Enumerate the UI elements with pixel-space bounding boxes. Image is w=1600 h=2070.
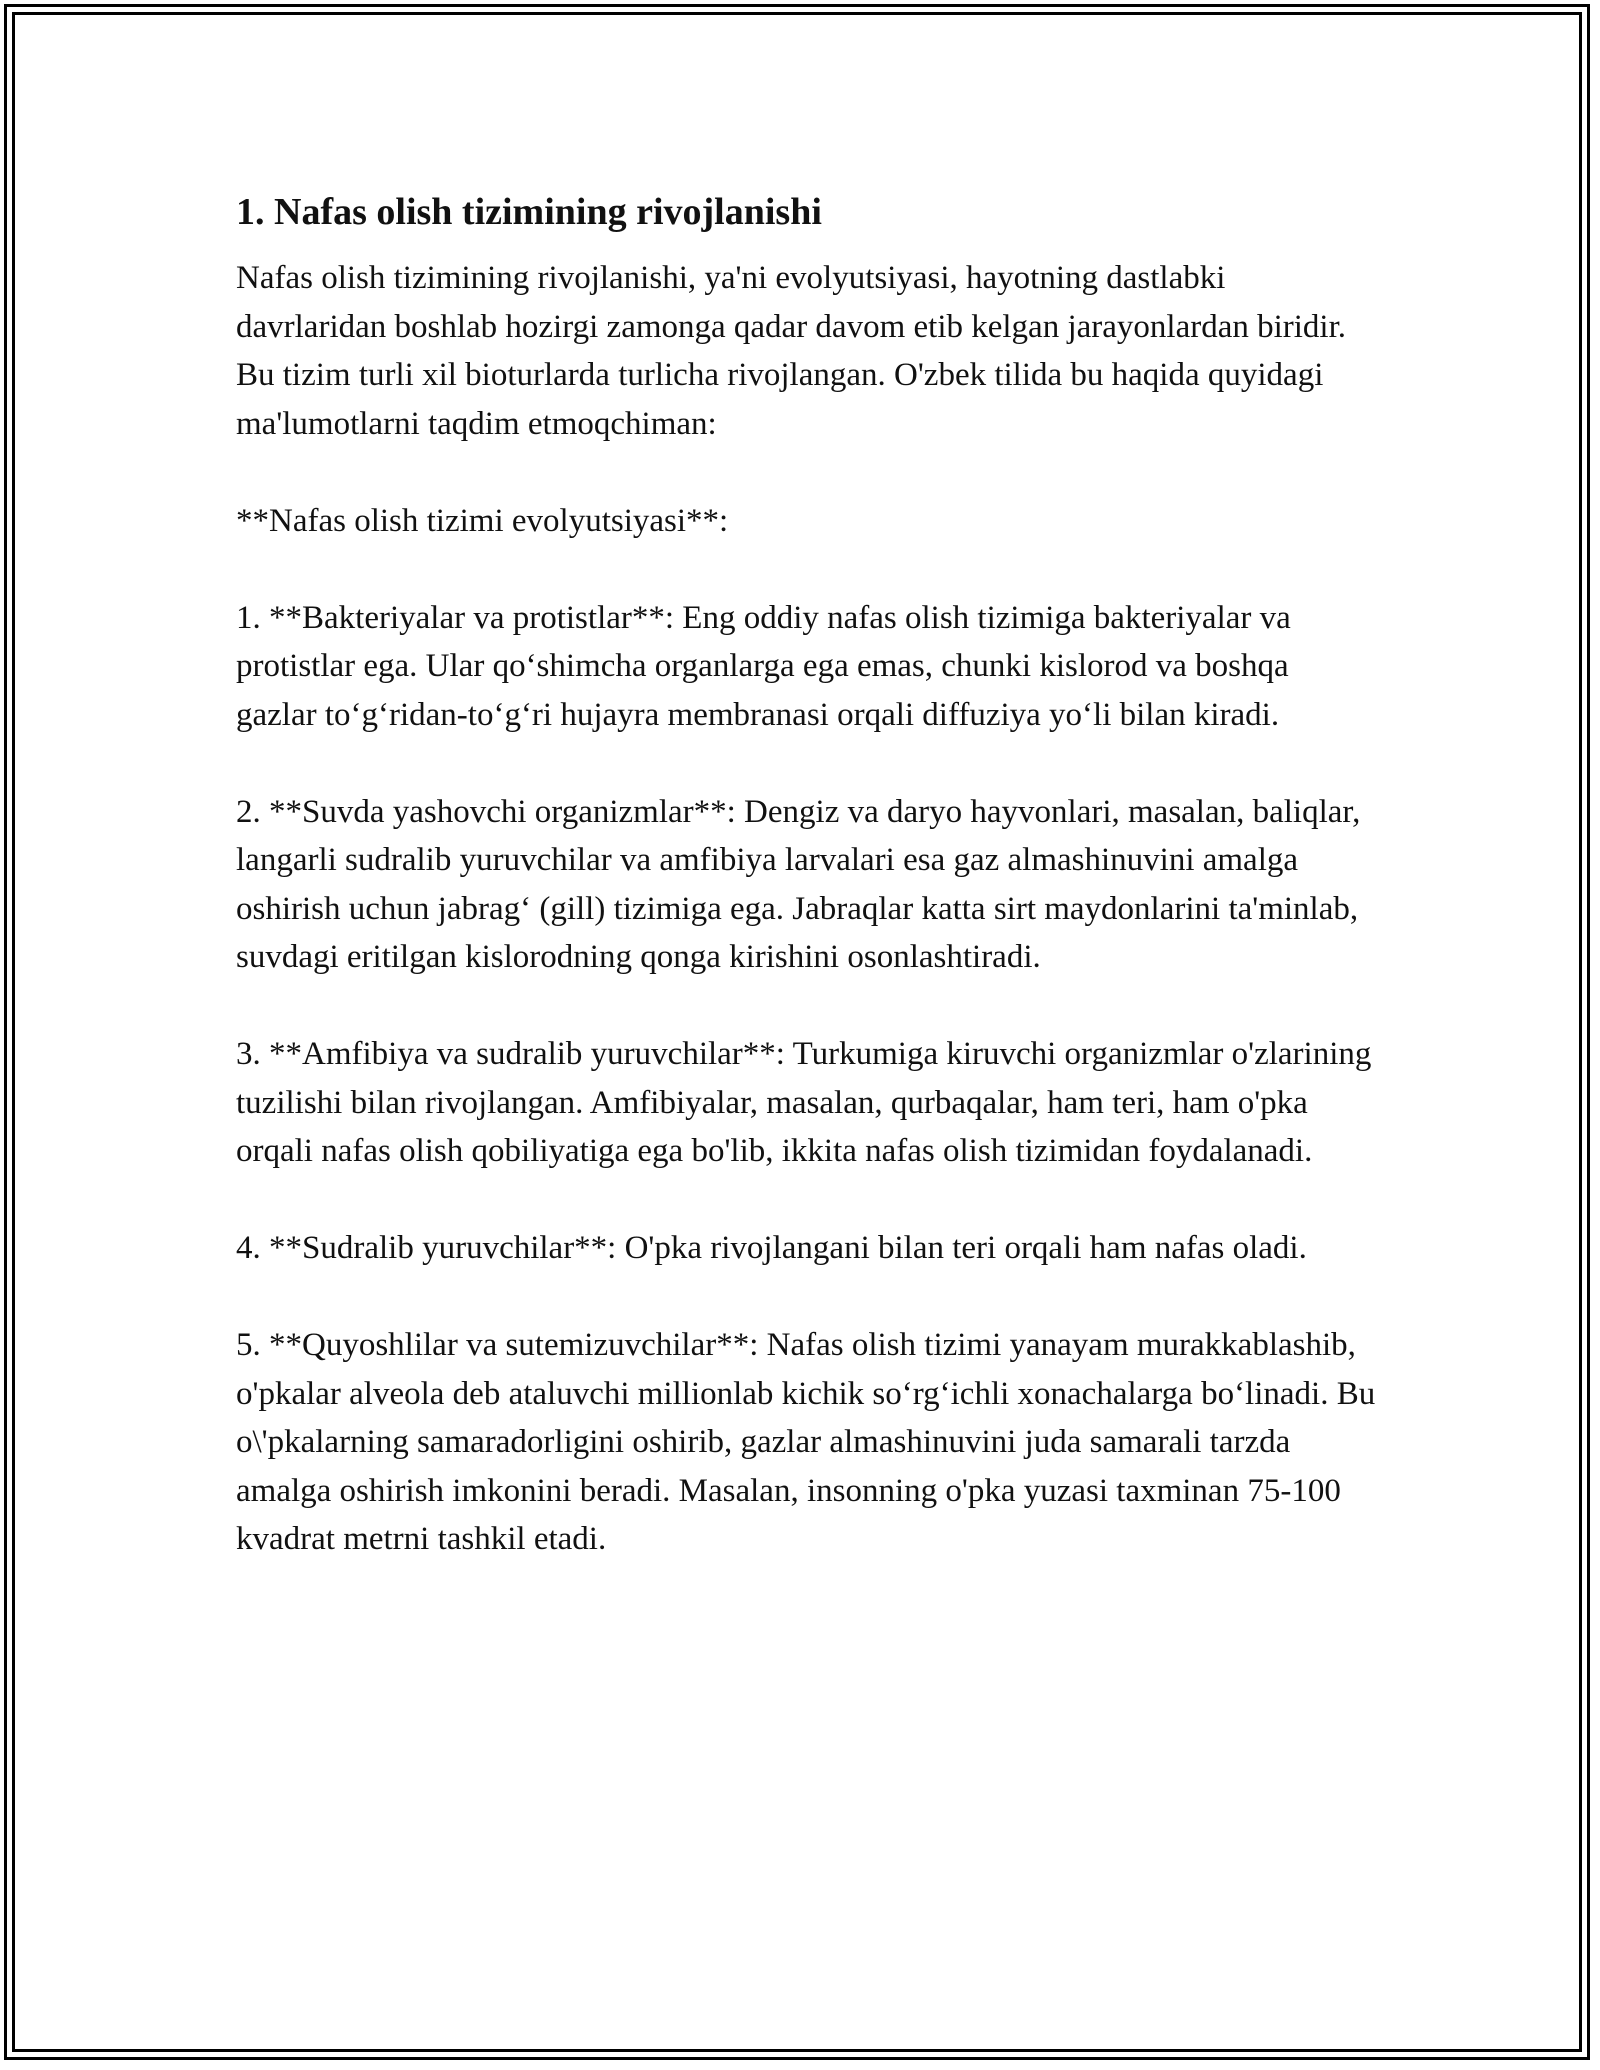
intro-paragraph: Nafas olish tizimining rivojlanishi, ya'ni evolyutsiyasi, hayotning dastlabki davrlaridan boshlab hozirgi zamonga qadar davom etib kelgan jarayonlardan biridir. Bu tizim turli xil bioturlarda turlicha rivojlangan. O'zbek tilida bu haqida quyidagi ma'lumotlarni taqdim etmoqchiman: xyxy=(236,260,1347,442)
list-item-reptiles: 4. **Sudralib yuruvchilar**: O'pka rivojlangani bilan teri orqali ham nafas oladi. xyxy=(236,1230,1307,1266)
document-title: 1. Nafas olish tizimining rivojlanishi xyxy=(236,191,822,233)
list-item-amphibians: 3. **Amfibiya va sudralib yuruvchilar**: Turkumiga kiruvchi organizmlar o'zlarining tuzilishi bilan rivojlangan. Amfibiyalar, masalan, qurbaqalar, ham teri, ham o'pka orqali nafas olish qobiliyatiga ega bo'lib, ikkita nafas olish tizimidan foydalanadi. xyxy=(236,1036,1372,1169)
list-item-mammals: 5. **Quyoshlilar va sutemizuvchilar**: Nafas olish tizimi yanayam murakkablashib, o'pkalar alveola deb ataluvchi millionlab kichik so‘rg‘ichli xonachalarga bo‘linadi. Bu o\'pkalarning samaradorligini oshirib, gazlar almashinuvini juda samarali tarzda amalga oshirish imkonini beradi. Masalan, insonning o'pka yuzasi taxminan 75-100 kvadrat metrni tashkil etadi. xyxy=(236,1327,1376,1557)
section-heading-paragraph: **Nafas olish tizimi evolyutsiyasi**: xyxy=(236,502,729,539)
document-body xyxy=(236,186,1376,1612)
list-item-bacteria: 1. **Bakteriyalar va protistlar**: Eng oddiy nafas olish tizimiga bakteriyalar va protistlar ega. Ular qo‘shimcha organlarga ega emas, chunki kislorod va boshqa gazlar to‘g‘ridan-to‘g‘ri hujayra membranasi orqali diffuziya yo‘li bilan kiradi. xyxy=(236,599,1291,733)
list-item-aquatic: 2. **Suvda yashovchi organizmlar**: Dengiz va daryo hayvonlari, masalan, baliqlar, langarli sudralib yuruvchilar va amfibiya larvalari esa gaz almashinuvini amalga oshirish uchun jabrag‘ (gill) tizimiga ega. Jabraqlar katta sirt maydonlarini ta'minlab, suvdagi eritilgan kislorodning qonga kirishini osonlashtiradi. xyxy=(236,793,1361,975)
